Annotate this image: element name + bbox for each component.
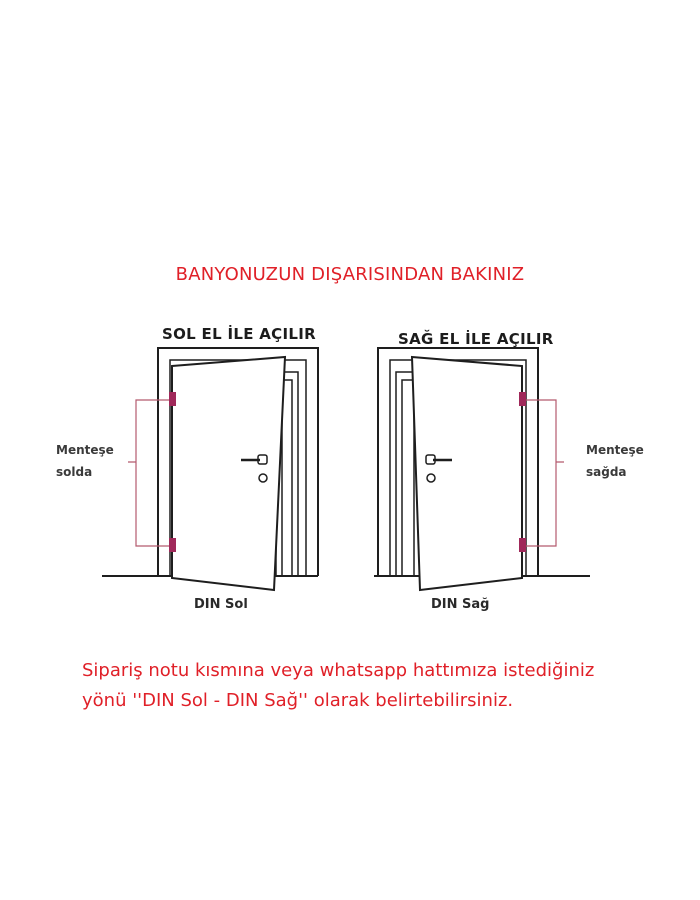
left-door-lock	[259, 474, 267, 482]
right-door-title: SAĞ EL İLE AÇILIR	[398, 330, 554, 348]
left-door-title: SOL EL İLE AÇILIR	[162, 325, 316, 343]
left-hinge-label-line2: solda	[56, 465, 93, 479]
right-din-label: DIN Sağ	[431, 597, 490, 612]
right-door-lock	[427, 474, 435, 482]
left-hinge-label-line1: Menteşe	[56, 443, 114, 457]
right-door-leaf	[412, 357, 522, 590]
order-note-line1: Sipariş notu kısmına veya whatsapp hattımıza istediğiniz	[82, 660, 595, 681]
right-door-illustration	[378, 348, 564, 590]
right-hinge-label-line2: sağda	[586, 465, 627, 479]
right-hinge-label	[586, 439, 644, 483]
left-door-leaf	[172, 357, 285, 590]
right-door-hinge-top	[519, 392, 526, 406]
page-heading: BANYONUZUN DIŞARISINDAN BAKINIZ	[175, 264, 525, 285]
left-hinge-callout	[128, 400, 169, 546]
order-note-line2: yönü ''DIN Sol - DIN Sağ'' olarak belirtebilirsiniz.	[82, 690, 514, 711]
right-door-hinge-bottom	[519, 538, 526, 552]
left-hinge-label	[56, 439, 114, 483]
order-note	[82, 656, 682, 716]
right-hinge-label-line1: Menteşe	[586, 443, 644, 457]
left-door-hinge-top	[169, 392, 176, 406]
right-hinge-callout	[526, 400, 564, 546]
left-door-illustration	[128, 348, 318, 590]
left-din-label: DIN Sol	[194, 597, 248, 612]
left-door-hinge-bottom	[169, 538, 176, 552]
